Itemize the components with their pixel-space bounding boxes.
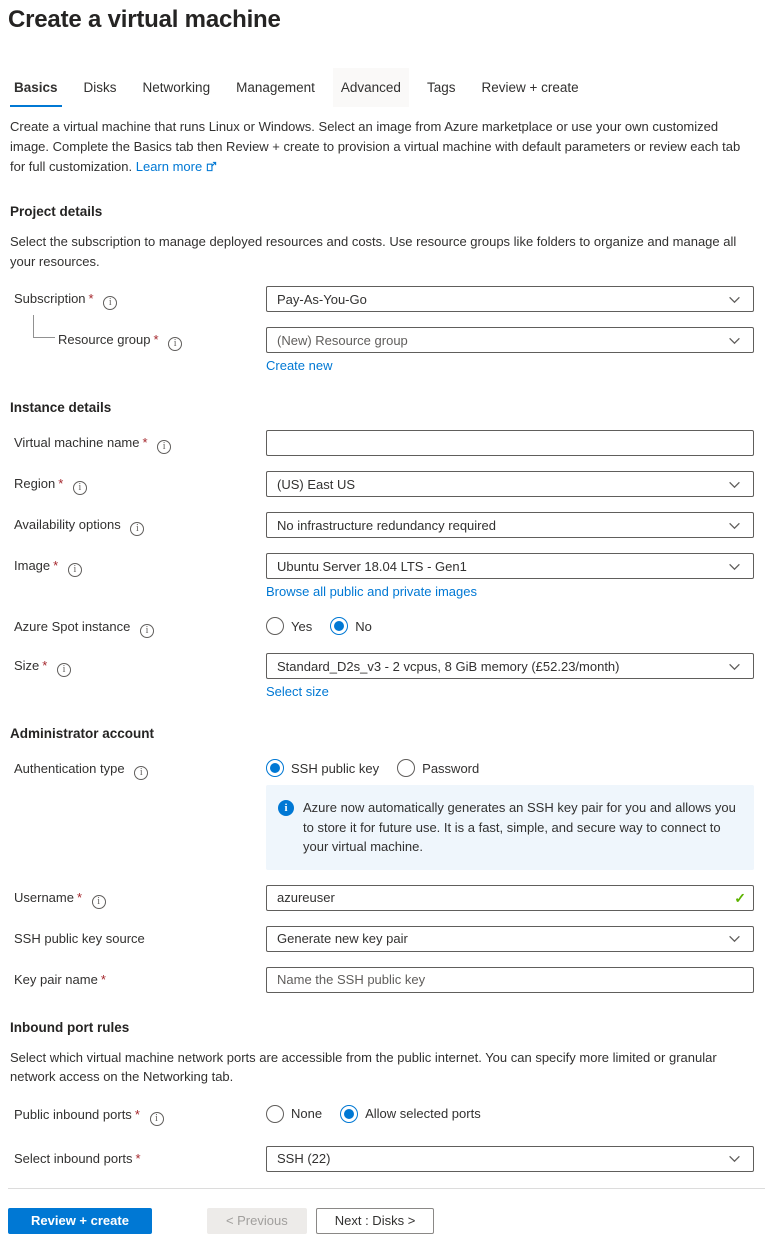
chevron-down-icon [728, 560, 741, 573]
resource-group-row [14, 327, 765, 373]
info-icon[interactable] [103, 296, 117, 310]
vm-name-label-text: Virtual machine name [14, 435, 140, 451]
info-icon[interactable] [134, 766, 148, 780]
subscription-dropdown[interactable] [266, 286, 754, 312]
info-icon[interactable] [168, 337, 182, 351]
size-value: Standard_D2s_v3 - 2 vcpus, 8 GiB memory (£52.23/month) [277, 658, 620, 674]
info-icon[interactable] [157, 440, 171, 454]
radio-circle [397, 759, 415, 777]
ports-none-label: None [291, 1106, 323, 1122]
azure-spot-row [14, 614, 765, 638]
browse-images-link[interactable]: Browse all public and private images [266, 584, 477, 600]
chevron-down-icon [728, 478, 741, 491]
auth-ssh-radio[interactable] [266, 759, 379, 777]
required-marker: * [53, 558, 59, 574]
size-label-text: Size [14, 658, 40, 674]
public-ports-label-text: Public inbound ports [14, 1106, 132, 1122]
required-marker: * [88, 291, 94, 307]
vm-name-label [14, 430, 266, 454]
required-marker: * [42, 658, 48, 674]
resource-group-dropdown[interactable] [266, 327, 754, 353]
instance-details-form [8, 430, 765, 699]
tab-tags[interactable]: Tags [426, 80, 456, 95]
select-ports-label-text: Select inbound ports [14, 1150, 133, 1166]
public-ports-row [14, 1102, 765, 1126]
ssh-info-text: Azure now automatically generates an SSH key pair for you and allows you to store it for future use. It is a fast, simple, and secure way to connect to your virtual machine. [303, 800, 736, 855]
tab-management[interactable]: Management [236, 80, 315, 95]
radio-circle [340, 1105, 358, 1123]
info-icon[interactable] [68, 563, 82, 577]
chevron-down-icon [728, 660, 741, 673]
chevron-down-icon [728, 1152, 741, 1165]
review-create-button[interactable]: Review + create [8, 1208, 152, 1234]
required-marker: * [135, 1150, 141, 1166]
username-row [14, 885, 765, 911]
tab-disks[interactable]: Disks [83, 80, 117, 95]
intro-paragraph [10, 117, 758, 177]
info-icon[interactable] [73, 481, 87, 495]
required-marker: * [100, 971, 106, 987]
resource-group-elbow-connector [33, 315, 55, 338]
azure-spot-label [14, 614, 266, 638]
subscription-label-text: Subscription [14, 291, 86, 307]
select-ports-row [14, 1146, 765, 1172]
spot-no-label: No [355, 618, 372, 634]
spot-yes-label: Yes [291, 618, 313, 634]
project-details-form [8, 286, 765, 373]
auth-ssh-label: SSH public key [291, 760, 380, 776]
availability-value: No infrastructure redundancy required [277, 517, 496, 533]
chevron-down-icon [728, 334, 741, 347]
key-pair-name-input[interactable] [266, 967, 754, 993]
required-marker: * [153, 332, 159, 348]
required-marker: * [76, 889, 83, 905]
inbound-rules-heading: Inbound port rules [10, 1019, 130, 1035]
availability-options-dropdown[interactable] [266, 512, 754, 538]
size-row [14, 653, 765, 699]
select-ports-label [14, 1146, 266, 1166]
admin-account-form [8, 756, 765, 993]
region-dropdown[interactable] [266, 471, 754, 497]
size-label [14, 653, 266, 677]
image-row [14, 553, 765, 599]
required-marker: * [58, 476, 64, 492]
auth-type-radio-group [266, 756, 754, 777]
learn-more-label: Learn more [135, 159, 203, 175]
ssh-key-source-dropdown[interactable] [266, 926, 754, 952]
ssh-key-source-label-text: SSH public key source [14, 930, 145, 946]
public-ports-label [14, 1102, 266, 1126]
username-label [14, 885, 266, 909]
image-dropdown[interactable] [266, 553, 754, 579]
ssh-key-source-value: Generate new key pair [277, 931, 408, 947]
username-input[interactable] [266, 885, 754, 911]
required-marker: * [142, 435, 148, 451]
auth-type-label [14, 756, 266, 780]
image-label-text: Image [14, 558, 51, 574]
auth-type-label-text: Authentication type [14, 761, 125, 777]
inbound-rules-form [8, 1102, 765, 1172]
tab-networking[interactable]: Networking [142, 80, 211, 95]
info-icon[interactable] [150, 1112, 164, 1126]
valid-check-icon: ✓ [734, 889, 746, 906]
info-icon[interactable] [130, 522, 144, 536]
radio-circle [266, 1105, 284, 1123]
image-value: Ubuntu Server 18.04 LTS - Gen1 [277, 558, 467, 574]
resource-group-placeholder: (New) Resource group [277, 332, 408, 348]
subscription-label [14, 286, 266, 310]
tab-review-create[interactable]: Review + create [481, 80, 579, 95]
image-label [14, 553, 266, 577]
info-icon[interactable] [57, 663, 71, 677]
region-label-text: Region [14, 476, 56, 492]
ports-allow-label: Allow selected ports [365, 1106, 481, 1122]
learn-more-link[interactable] [136, 159, 217, 174]
azure-spot-label-text: Azure Spot instance [14, 619, 131, 635]
ssh-key-source-row [14, 926, 765, 952]
required-marker: * [134, 1106, 140, 1122]
subscription-value: Pay-As-You-Go [277, 291, 367, 307]
vm-name-row [14, 430, 765, 456]
select-size-link[interactable]: Select size [266, 684, 329, 700]
key-pair-name-label-text: Key pair name [14, 971, 98, 987]
inbound-ports-value: SSH (22) [277, 1151, 331, 1167]
next-disks-button[interactable]: Next : Disks > [316, 1208, 435, 1234]
tab-advanced[interactable]: Advanced [333, 68, 409, 107]
auth-password-label: Password [422, 760, 480, 776]
public-ports-radio-group [266, 1102, 754, 1123]
admin-account-heading: Administrator account [10, 726, 155, 742]
instance-details-heading: Instance details [10, 400, 112, 416]
radio-circle [266, 617, 284, 635]
resource-group-label-text: Resource group [58, 332, 151, 348]
radio-circle [266, 759, 284, 777]
info-icon[interactable] [140, 624, 154, 638]
inbound-rules-description: Select which virtual machine network ports are accessible from the public internet. You can specify more limited or granular network access on the Networking tab. [10, 1049, 717, 1085]
key-pair-name-row [14, 967, 765, 993]
region-label [14, 471, 266, 495]
availability-options-row [14, 512, 765, 538]
ssh-key-source-label [14, 926, 266, 946]
availability-label-text: Availability options [14, 517, 121, 533]
info-icon[interactable] [92, 895, 106, 909]
intro-text: Create a virtual machine that runs Linux or Windows. Select an image from Azure marketplace or use your own customized image. Complete the Basics tab then Review + create to provision a virtual machine with default parameters or review each tab for full customization. [10, 119, 741, 175]
azure-spot-radio-group [266, 614, 754, 635]
ports-none-radio[interactable] [266, 1105, 322, 1123]
project-details-description: Select the subscription to manage deployed resources and costs. Use resource groups like folders to organize and manage all your resources. [10, 234, 737, 269]
spot-no-radio[interactable] [330, 617, 372, 635]
chevron-down-icon [728, 932, 741, 945]
inbound-ports-dropdown[interactable] [266, 1146, 754, 1172]
region-row [14, 471, 765, 497]
external-link-icon [206, 161, 217, 172]
page-title: Create a virtual machine [8, 6, 281, 33]
auth-type-row [14, 756, 765, 870]
project-details-heading: Project details [10, 204, 103, 220]
size-dropdown[interactable] [266, 653, 754, 679]
vm-name-input[interactable] [266, 430, 754, 456]
ssh-info-banner [266, 785, 754, 870]
chevron-down-icon [728, 519, 741, 532]
wizard-footer [8, 1188, 765, 1248]
username-label-text: Username [14, 889, 74, 905]
tab-bar [6, 68, 765, 107]
availability-options-label [14, 512, 266, 536]
subscription-row [14, 286, 765, 312]
create-new-link[interactable]: Create new [266, 358, 333, 374]
key-pair-name-label [14, 967, 266, 987]
chevron-down-icon [728, 293, 741, 306]
previous-button[interactable]: < Previous [207, 1208, 307, 1234]
region-value: (US) East US [277, 476, 356, 492]
tab-basics[interactable]: Basics [6, 68, 66, 107]
radio-circle [330, 617, 348, 635]
spot-yes-radio[interactable] [266, 617, 312, 635]
info-filled-icon [278, 800, 294, 816]
ports-allow-radio[interactable] [340, 1105, 481, 1123]
auth-password-radio[interactable] [397, 759, 479, 777]
